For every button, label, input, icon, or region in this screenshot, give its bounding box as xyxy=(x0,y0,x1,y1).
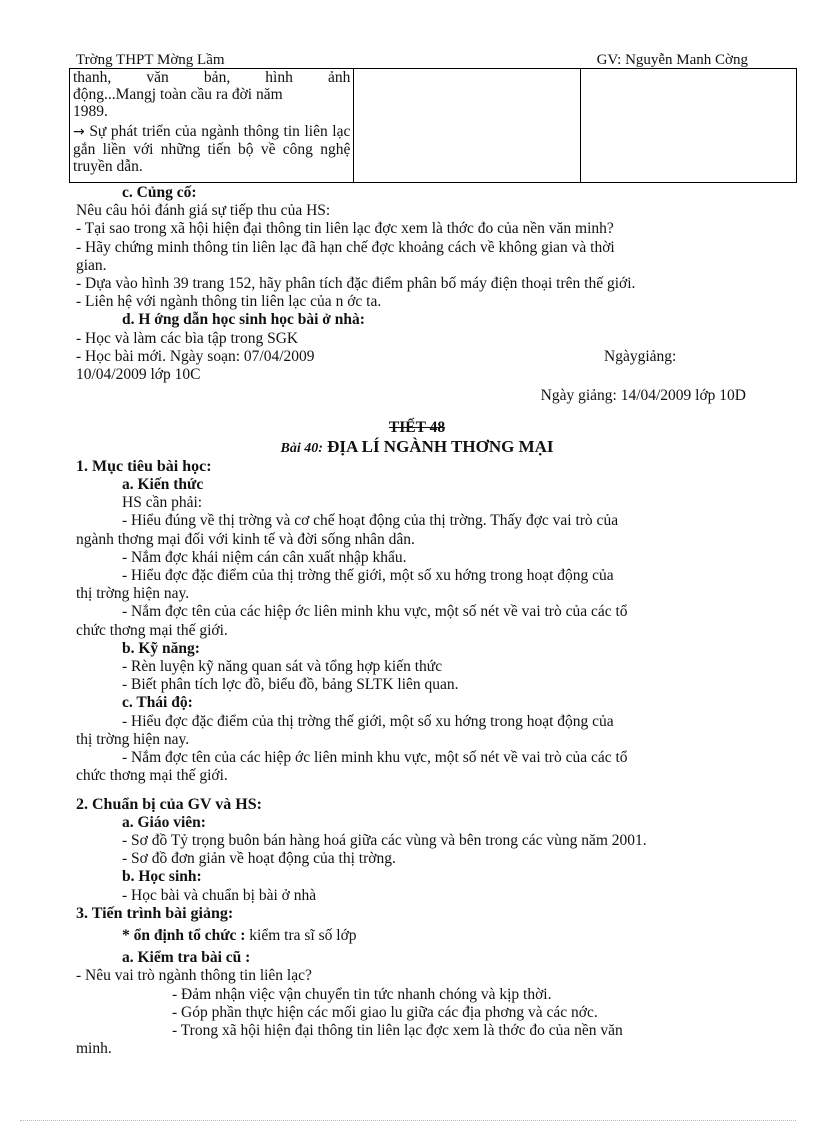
document-body xyxy=(76,184,758,1058)
section-heading: 1. Mục tiêu bài học: xyxy=(76,457,212,475)
paragraph: chức thơng mại thế giới. xyxy=(76,767,228,785)
paragraph: - Hiểu đợc đặc điểm của thị trờng thế giới, một số xu hớng trong hoạt động của xyxy=(122,712,614,730)
paragraph: gian. xyxy=(76,256,107,274)
paragraph: - Sơ đồ đơn giản về hoạt động của thị trờng. xyxy=(122,850,396,868)
arrow-icon: → xyxy=(73,124,85,140)
paragraph: - Nắm đợc tên của các hiệp ớc liên minh khu vực, một số nét về vai trò của các tổ xyxy=(122,603,628,621)
paragraph: HS cần phải: xyxy=(122,494,203,512)
subsection-heading: a. Giáo viên: xyxy=(122,813,206,831)
paragraph: - Học và làm các bìa tập trong SGK xyxy=(76,329,299,347)
paragraph: thị trờng hiện nay. xyxy=(76,585,190,603)
date-prepared: - Học bài mới. Ngày soạn: 07/04/2009 xyxy=(76,347,315,365)
table-arrow-paragraph xyxy=(73,123,350,175)
subsection-heading: b. Kỹ năng: xyxy=(122,639,200,657)
section-heading: c. Củng cố: xyxy=(122,184,197,201)
on-dinh-text: kiểm tra sĩ số lớp xyxy=(249,926,357,944)
paragraph: - Rèn luyện kỹ năng quan sát và tổng hợp kiến thức xyxy=(122,658,443,676)
paragraph: - Nêu vai trò ngành thông tin liên lạc? xyxy=(76,967,312,985)
on-dinh-label: * ổn định tổ chức : xyxy=(122,926,246,944)
date-teach-10d: Ngày giảng: 14/04/2009 lớp 10D xyxy=(540,387,746,405)
paragraph: Nêu câu hỏi đánh giá sự tiếp thu của HS: xyxy=(76,202,331,220)
paragraph: - Nắm đợc tên của các hiệp ớc liên minh khu vực, một số nét về vai trò của các tổ xyxy=(122,749,628,767)
subsection-heading: a. Kiểm tra bài cũ : xyxy=(122,949,251,967)
paragraph: - Sơ đồ Tỷ trọng buôn bán hàng hoá giữa các vùng và bên trong các vùng năm 2001. xyxy=(122,831,647,849)
teacher-name: GV: Nguyễn Manh Cờng xyxy=(596,52,748,68)
paragraph: - Hiểu đúng về thị trờng và cơ chế hoạt động của thị trờng. Thấy đợc vai trò của xyxy=(122,512,619,530)
subsection-heading: a. Kiến thức xyxy=(122,476,204,494)
paragraph: ngành thơng mại đối với kinh tế và đời sống nhân dân. xyxy=(76,530,415,548)
table-cell-content xyxy=(70,69,354,183)
date-teach-label: Ngàygiảng: xyxy=(604,347,677,365)
school-name: Trờng THPT Mờng Lầm xyxy=(76,52,225,68)
paragraph xyxy=(76,927,758,945)
lesson-name: ĐỊA LÍ NGÀNH THƠNG MẠI xyxy=(327,436,554,456)
paragraph: - Nắm đợc khái niệm cán cân xuất nhập khẩu. xyxy=(122,548,407,566)
lesson-title xyxy=(76,438,758,458)
page-bottom-border xyxy=(20,1120,796,1121)
paragraph: - Liên hệ với ngành thông tin liên lạc của n ớc ta. xyxy=(76,293,382,311)
paragraph: - Biết phân tích lợc đồ, biểu đồ, bảng SLTK liên quan. xyxy=(122,676,459,694)
paragraph: chức thơng mại thế giới. xyxy=(76,621,228,639)
table-cell-empty xyxy=(354,69,580,183)
paragraph: - Dựa vào hình 39 trang 152, hãy phân tích đặc điểm phân bố máy điện thoại trên thế giới. xyxy=(76,275,636,293)
table-arrow-text: Sự phát triển của ngành thông tin liên lạc gắn liền với những tiến bộ về công nghệ truyền dẫn. xyxy=(73,123,351,175)
paragraph: minh. xyxy=(76,1040,112,1058)
lesson-label: Bài 40: xyxy=(280,440,323,456)
table-cell-empty xyxy=(580,69,796,183)
subsection-heading: c. Thái độ: xyxy=(122,694,193,712)
table-text-line: thanh, văn bản, hình ảnh xyxy=(73,69,351,86)
section-heading: 3. Tiến trình bài giảng: xyxy=(76,904,234,922)
subsection-heading: b. Học sinh: xyxy=(122,868,202,886)
paragraph: - Tại sao trong xã hội hiện đại thông tin liên lạc đợc xem là thớc đo của nền văn minh? xyxy=(76,220,614,238)
paragraph: thị trờng hiện nay. xyxy=(76,730,190,748)
table-text-line: 1989. xyxy=(73,103,108,120)
table-text-line: động...Mangj toàn cầu ra đời năm xyxy=(73,86,283,103)
paragraph: - Góp phần thực hiện các mối giao lu giữa các địa phơng và các nớc. xyxy=(172,1003,598,1021)
paragraph: - Hãy chứng minh thông tin liên lạc đã hạn chế đợc khoảng cách về không gian và thời xyxy=(76,238,615,256)
lesson-number: TIẾT 48 xyxy=(388,419,446,437)
paragraph: 10/04/2009 lớp 10C xyxy=(76,366,201,384)
paragraph: - Trong xã hội hiện đại thông tin liên lạc đợc xem là thớc đo của nền văn xyxy=(172,1021,623,1039)
paragraph xyxy=(76,348,758,366)
paragraph: - Đảm nhận việc vận chuyển tin tức nhanh chóng và kịp thời. xyxy=(172,985,552,1003)
section-heading: d. H ớng dẫn học sinh học bài ở nhà: xyxy=(122,311,365,329)
section-heading: 2. Chuẩn bị của GV và HS: xyxy=(76,795,262,813)
paragraph: - Học bài và chuẩn bị bài ở nhà xyxy=(122,886,317,904)
paragraph: - Hiểu đợc đặc điểm của thị trờng thế giới, một số xu hớng trong hoạt động của xyxy=(122,567,614,585)
lesson-table xyxy=(69,68,797,183)
